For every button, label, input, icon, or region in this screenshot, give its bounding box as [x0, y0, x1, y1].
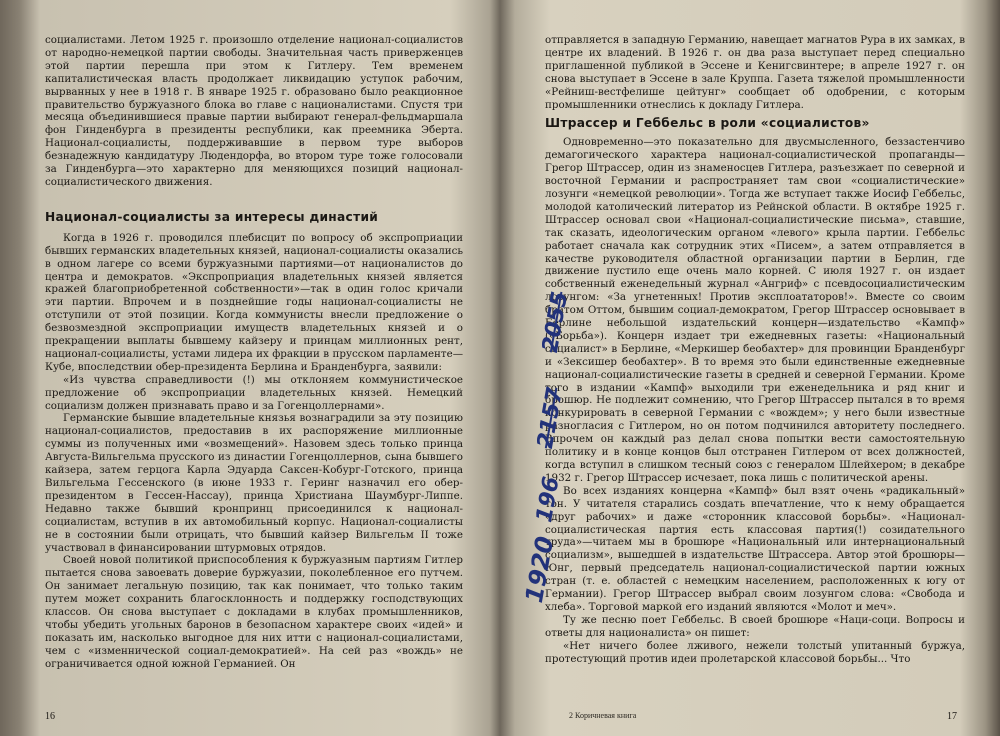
right-paragraph-1: отправляется в западную Германию, навещает магнатов Рура в их замках, в центре их владений. В 1926 г. он два раза выступает перед специально приглашенной публикой в Эссене и Кенигсвинтере; в апреле 1927 г. он снова выступает в Эссене в зале Круппа. Газета тяжелой промышленности «Рейниш-вестфелише цейтунг» сообщает об одобрении, с которым промышленники отнеслись к докладу Гитлера. [545, 34, 965, 111]
right-paragraph-4: Ту же песню поет Геббельс. В своей брошюре «Наци-соци. Вопросы и ответы для националиста» он пишет: [545, 613, 965, 639]
left-paragraph-3: Германские бывшие владетельные князья вознаградили за эту позицию национал-социалистов, предоставив в их распоряжение миллионные суммы из полученных ими «возмещений». Назовем здесь только принца Августа-Вильгельма прусского из династии Гогенцоллернов, сына бывшего кайзера, затем герцога Карла Эдуарда Саксен-Кобург-Готского, принца Вильгельма Гессенского (в июне 1933 г. Геринг назначил его обер-президентом в Гессен-Нассау), принца Христиана Шаумбург-Липпе. Недавно также бывший кронпринц присоединился к национал-социалистам, вступив в их автомобильный корпус. Национал-социалисты не в состоянии были отрицать, что бывший кайзер Вильгельм II тоже участвовал в финансировании штурмовых отрядов. [45, 412, 463, 554]
left-paragraph-4: Своей новой политикой приспособления к буржуазным партиям Гитлер пытается снова завоевать доверие буржуазии, поколебленное его путчем. Он занимает легальную позицию, так как понимает, что только таким путем может сохранить благосклонность и поддержку господствующих классов. Он снова выступает с докладами в клубах промышленников, чтобы убедить угольных баронов в безопасном характере своих «идей» и показать им, насколько выгодное для них итти с национал-социалистами, чем с «изменнической социал-демократией». На сей раз «вождь» не ограничивается одной южной Германией. Он [45, 554, 463, 670]
right-paragraph-3: Во всех изданиях концерна «Кампф» был взят очень «радикальный» тон. У читателя старались создать впечатление, что к нему обращается «друг рабочих» и даже «сторонник классовой борьбы». «Национал-социалистическая партия есть классовая партия(!) созидательного труда»—читаем мы в брошюре «Национальный или интернациональный социализм», вышедшей в издательстве Штрассера. Автор этой брошюры—Юнг, первый председатель национал-социалистической партии южных стран (т. е. областей с немецким населением, расположенных к югу от Германии). Грегор Штрассер выбрал своим лозунгом слова: «Свобода и хлеба». Торговой маркой его изданий являются «Молот и меч». [545, 484, 965, 613]
right-page [545, 34, 965, 728]
handwritten-note-3: 2157 [533, 385, 569, 451]
left-page [45, 34, 463, 728]
right-paragraph-2: Одновременно—это показательно для двусмысленного, беззастенчиво демагогического характера национал-социалистической пропаганды—Грегор Штрассер, один из знаменосцев Гитлера, разъезжает по северной и восточной Германии и распространяет там свои «социалистические» лозунги «немецкой революции». Тогда же вступает также Иосиф Геббельс, молодой католический литератор из Рейнской области. В октябре 1925 г. Штрассер основал свои «Национал-социалистические письма», ставшие, так сказать, идеологическим органом «левого» крыла партии. Геббельс работает сначала как сотрудник этих «Писем», а затем отправляется в качестве руководителя областной организации партии в Берлин, где движение пустило еще очень мало корней. С июля 1927 г. он издает собственный еженедельный журнал «Ангриф» с псевдосоциалистическим лозунгом: «За угнетенных! Против эксплоататоров!». Вместе со своим братом Оттом, бывшим социал-демократом, Грегор Штрассер основывает в Берлине небольшой издательский концерн—издательство «Кампф» («Борьба»). Концерн издает три ежедневных газеты: «Национальный социалист» в Берлине, «Меркишер беобахтер» для провинции Бранденбург и «Зексишер беобахтер». В то время это были единственные ежедневные национал-социалистические газеты в средней и северной Германии. Кроме того в издании «Кампф» выходили три еженедельника и ряд книг и брошюр. Не подлежит сомнению, что Грегор Штрассер пытался в то время конкурировать в северной Германии с «вождем»; у него были известные разногласия с Гитлером, но он потом подчинился авторитету последнего. Впрочем он каждый раз делал снова попытки вести самостоятельную политику и в конце концов был отстранен Гитлером от всех должностей, когда вступил в слишком тесный союз с генералом Шлейхером; в декабре 1932 г. Грегор Штрассер исчезает, пока лишь с политической арены. [545, 136, 965, 484]
signature-mark: 2 Коричневая книга [569, 711, 637, 720]
handwritten-note-4: 2055 [538, 289, 574, 355]
left-paragraph-2: Когда в 1926 г. проводился плебисцит по вопросу об экспроприации бывших германских владетельных князей, национал-социалисты оказались в одном лагере со всеми буржуазными партиями—от националистов до центра и демократов. «Экспроприация владетельных князей является кражей благоприобретенной собственности»—так в один голос кричали эти партии. Впрочем и в позднейшие годы национал-социалисты не отступили от этой позиции. Когда коммунисты внесли предложение о безвозмездной экспроприации имуществ владетельных князей и о прекращении выплаты бывшему кайзеру и принцам миллионных рент, национал-социалисты, устами лидера их фракции в прусском парламенте—Кубе, впоследствии обер-президента Берлина и Бранденбурга, заявили: [45, 231, 463, 373]
left-section-heading: Национал-социалисты за интересы династий [45, 209, 379, 224]
left-quote: «Из чувства справедливости (!) мы отклоняем коммунистическое предложение об экспроприации владетельных князей. Немецкий социализм должен признавать право и за Гогенцоллернами». [45, 373, 463, 412]
right-quote: «Нет ничего более лживого, нежели толстый упитанный буржуа, протестующий против идеи пролетарской классовой борьбы... Что [545, 639, 965, 665]
handwritten-note-2: 196 [532, 474, 565, 525]
left-page-number: 16 [45, 711, 55, 722]
right-page-number: 17 [947, 711, 957, 722]
right-section-heading: Штрассер и Геббельс в роли «социалистов» [545, 116, 870, 131]
left-paragraph-1: социалистами. Летом 1925 г. произошло отделение национал-социалистов от народно-немецкой партии свободы. Значительная часть приверженцев этой партии перешла при этом к Гитлеру. Тем временем капиталистическая власть продолжает ликвидацию уступок рабочим, вырванных у нее в 1918 г. В январе 1925 г. образовано было реакционное правительство буржуазного блока во главе с националистами. Спустя три месяца объединившиеся правые партии выбирают генерал-фельдмаршала фон Гинденбурга в президенты республики, как преемника Эберта. Национал-социалисты, поддерживавшие в первом туре выборов безнадежную кандидатуру Людендорфа, во втором туре тоже голосовали за Гинденбурга—это характерно для меняющихся позиций национал-социалистического движения. [45, 34, 463, 188]
handwritten-note-1: 1920 [520, 534, 560, 605]
